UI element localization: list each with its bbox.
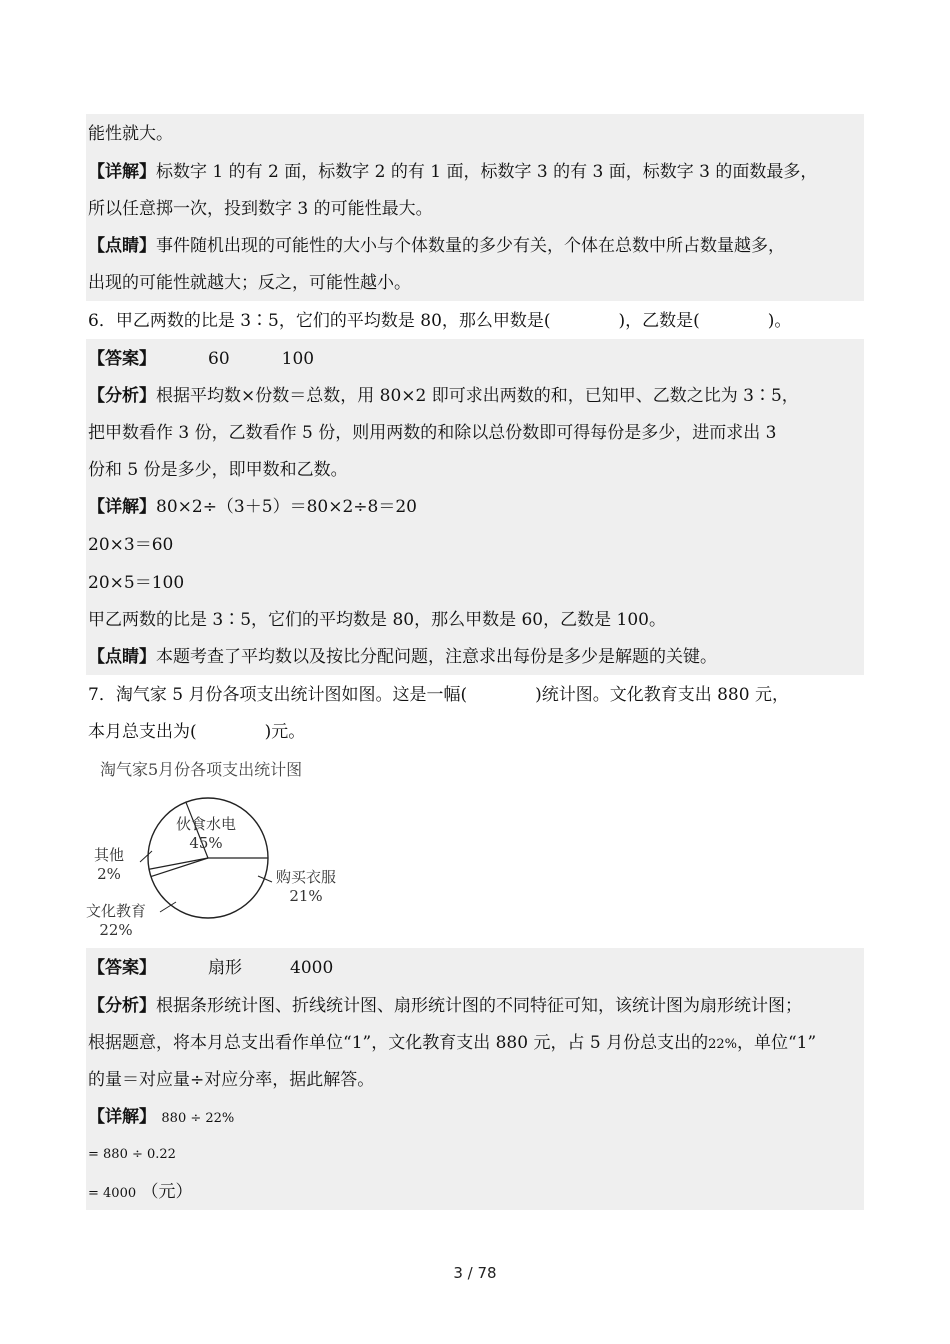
pie-label-food — [176, 815, 236, 853]
pie-percent-label: 2% — [97, 865, 121, 883]
pie-percent-label: 45% — [189, 834, 223, 852]
point-tag: 【点睛】 — [88, 647, 156, 667]
q7-analysis-1 — [88, 995, 802, 1017]
analysis-text: ，单位“1” — [736, 1033, 817, 1053]
prev-detail-line-2: 所以任意掷一次，投到数字 3 的可能性最大。 — [88, 199, 433, 219]
detail-formula: = 4000 — [88, 1186, 137, 1201]
detail-formula: 880 ÷ 22% — [161, 1111, 235, 1126]
detail-unit: （元） — [141, 1182, 193, 1202]
pie-label-other — [94, 846, 124, 884]
point-text: 事件随机出现的可能性的大小与个体数量的多少有关，个体在总数中所占数量越多， — [156, 236, 785, 256]
detail-tag: 【详解】 — [88, 497, 156, 517]
prev-point-line-2: 出现的可能性就越大；反之，可能性越小。 — [88, 273, 411, 293]
pie-leader-line — [140, 851, 152, 862]
q6-analysis-3: 份和 5 份是多少，即甲数和乙数。 — [88, 460, 348, 480]
q7-detail-2: = 880 ÷ 0.22 — [88, 1147, 176, 1162]
point-tag: 【点睛】 — [88, 236, 156, 256]
pie-category-label: 伙食水电 — [176, 815, 237, 833]
chart-title: 淘气家5月份各项支出统计图 — [100, 760, 303, 779]
page-number: 3 / 78 — [453, 1264, 497, 1282]
analysis-percent: 22% — [708, 1037, 737, 1052]
pie-category-label: 文化教育 — [86, 902, 147, 920]
analysis-tag: 【分析】 — [88, 386, 156, 406]
q6-detail-4: 甲乙两数的比是 3∶5，它们的平均数是 80，那么甲数是 60，乙数是 100。 — [88, 610, 666, 630]
detail-text: 标数字 1 的有 2 面，标数字 2 的有 1 面，标数字 3 的有 3 面，标数字 3 的面数最多， — [156, 162, 818, 182]
analysis-text: 根据平均数×份数＝总数，用 80×2 即可求出两数的和，已知甲、乙数之比为 3∶5， — [156, 386, 799, 406]
pie-category-label: 其他 — [94, 846, 125, 864]
detail-tag: 【详解】 — [88, 162, 156, 182]
analysis-text: 根据条形统计图、折线统计图、扇形统计图的不同特征可知，该统计图为扇形统计图； — [156, 996, 802, 1016]
pie-category-label: 购买衣服 — [276, 868, 337, 886]
q6-detail-3: 20×5＝100 — [88, 573, 185, 593]
answer-value-2: 4000 — [290, 958, 334, 978]
q7-detail-1 — [88, 1106, 234, 1130]
answer-value-1: 60 — [208, 349, 230, 369]
q7-answer — [88, 957, 333, 979]
q6-question: 6．甲乙两数的比是 3∶5，它们的平均数是 80，那么甲数是( )，乙数是( )。 — [88, 311, 792, 331]
answer-value-1: 扇形 — [208, 958, 242, 978]
answer-tag: 【答案】 — [88, 349, 156, 369]
analysis-tag: 【分析】 — [88, 996, 156, 1016]
q7-detail-3 — [88, 1181, 193, 1205]
pie-percent-label: 22% — [99, 921, 133, 939]
q6-detail-2: 20×3＝60 — [88, 535, 174, 555]
prev-line: 能性就大。 — [88, 124, 173, 144]
pie-percent-label: 21% — [289, 887, 323, 905]
q6-analysis-2: 把甲数看作 3 份，乙数看作 5 份，则用两数的和除以总份数即可得每份是多少，进而求出 3 — [88, 423, 777, 443]
point-text: 本题考查了平均数以及按比分配问题，注意求出每份是多少是解题的关键。 — [156, 647, 717, 667]
q7-analysis-3: 的量＝对应量÷对应分率，据此解答。 — [88, 1070, 375, 1090]
detail-text: 80×2÷（3＋5）＝80×2÷8＝20 — [156, 497, 417, 517]
pie-label-clothes — [276, 868, 336, 906]
detail-tag: 【详解】 — [88, 1107, 156, 1127]
analysis-text: 根据题意，将本月总支出看作单位“1”，文化教育支出 880 元，占 5 月份总支出的 — [88, 1033, 709, 1053]
q7-analysis-2 — [88, 1032, 816, 1056]
answer-tag: 【答案】 — [88, 958, 156, 978]
pie-label-education — [86, 902, 146, 940]
answer-value-2: 100 — [281, 349, 315, 369]
q7-question-2: 本月总支出为( )元。 — [88, 722, 306, 742]
q7-question-1: 7．淘气家 5 月份各项支出统计图如图。这是一幅( )统计图。文化教育支出 880 元， — [88, 685, 789, 705]
